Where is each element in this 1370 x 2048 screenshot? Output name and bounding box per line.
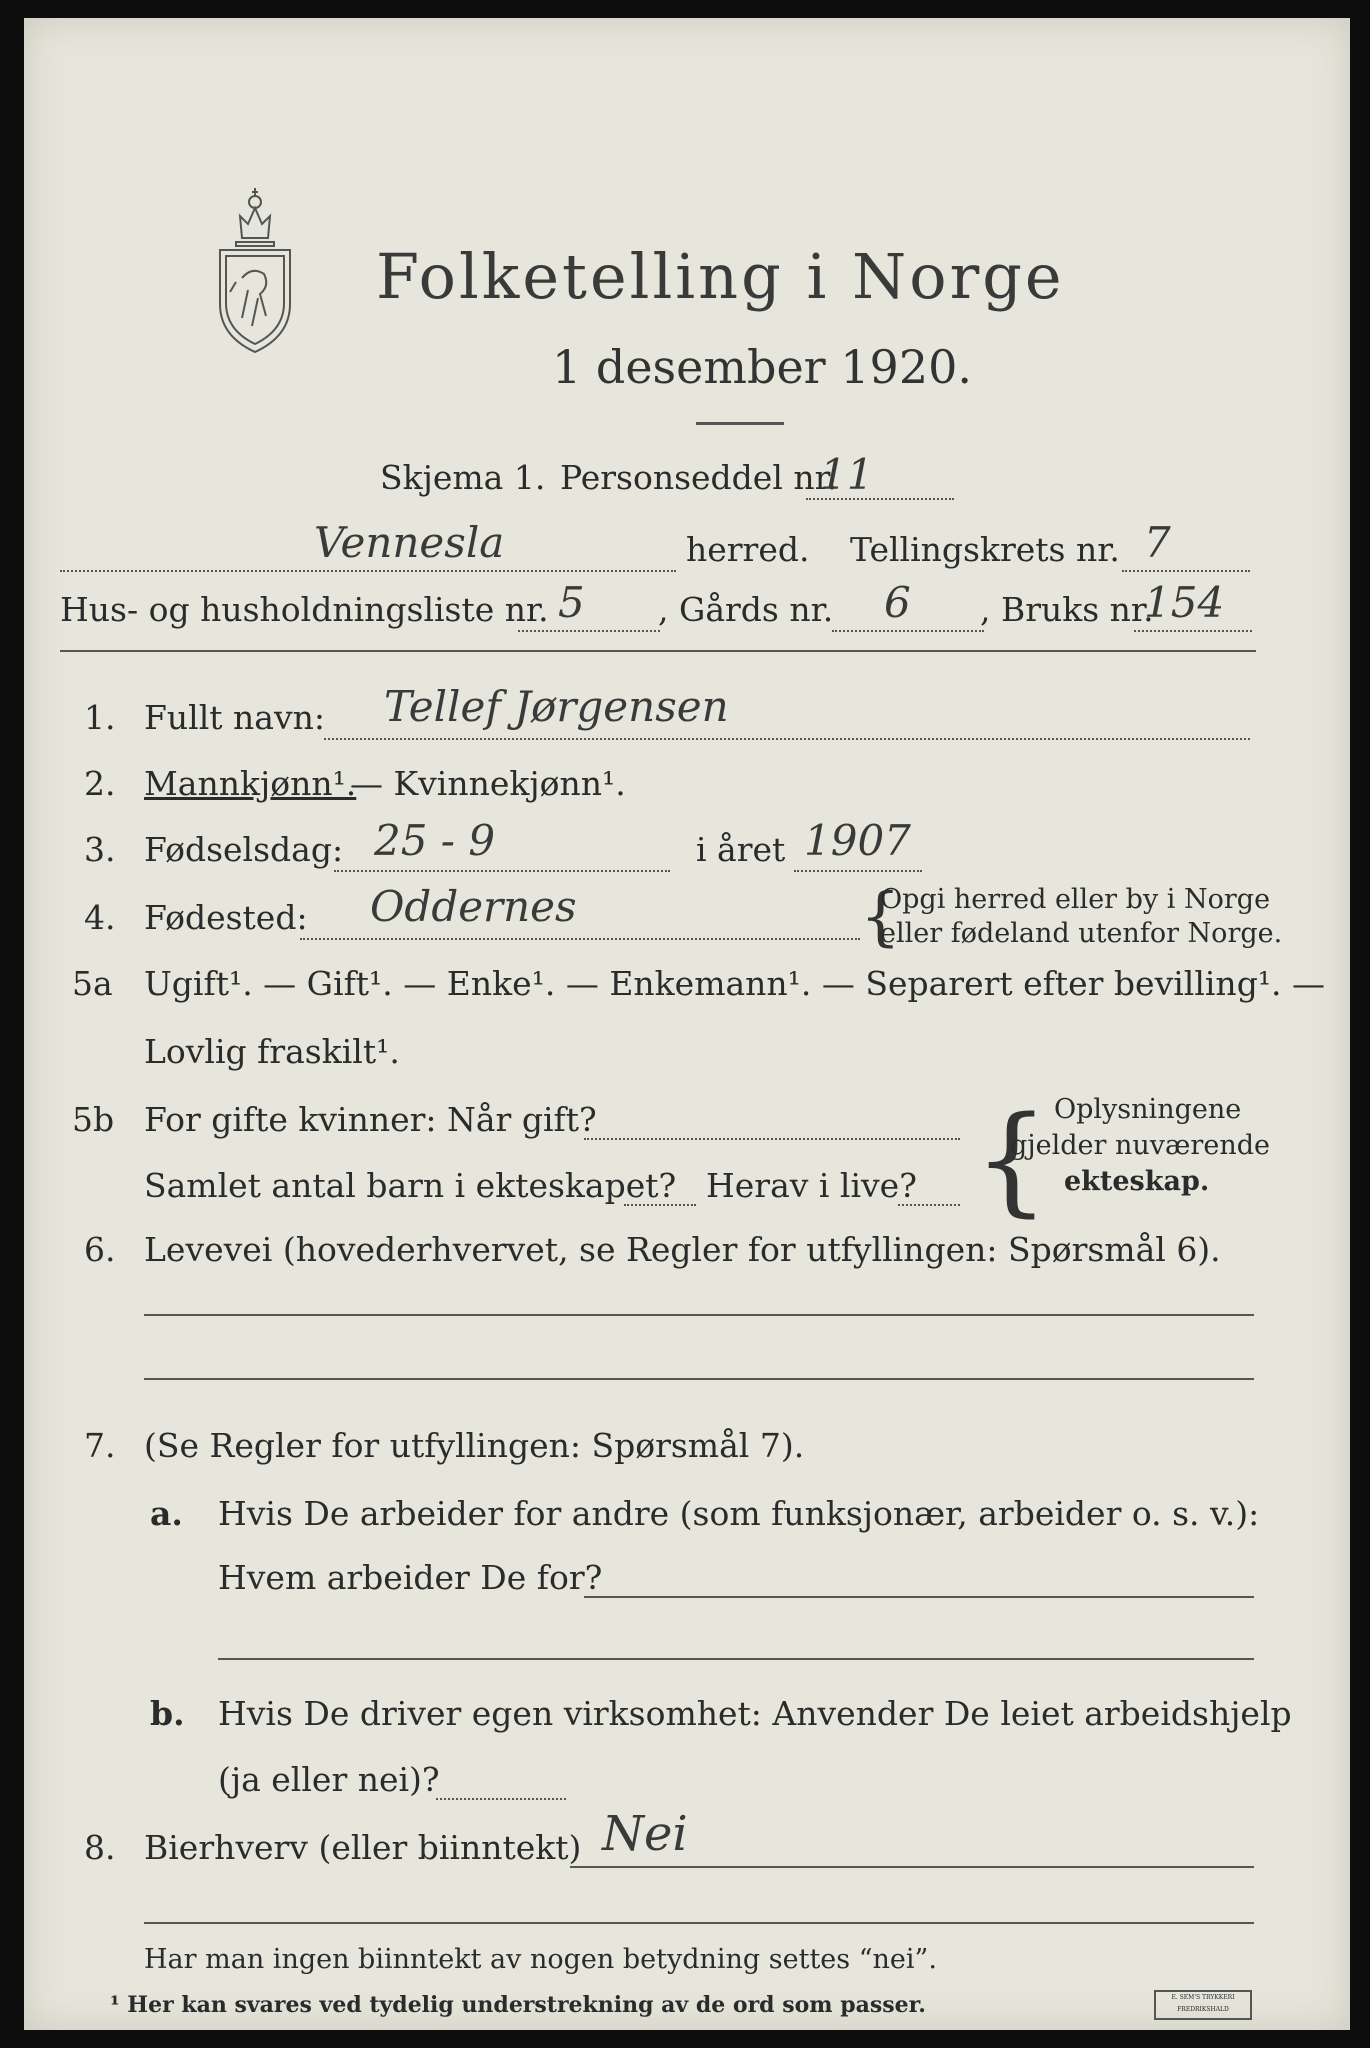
side-income-value: Nei bbox=[602, 1806, 688, 1862]
form-label: Skjema 1. bbox=[380, 458, 546, 497]
q5b-note-2: gjelder nuværende bbox=[1010, 1130, 1270, 1161]
tellingskrets-value: 7 bbox=[1144, 518, 1171, 567]
header-rule bbox=[60, 650, 1256, 652]
q7a-text: Hvis De arbeider for andre (som funksjonær, arbeider o. s. v.): bbox=[218, 1494, 1260, 1533]
birthplace-note-2: eller fødeland utenfor Norge. bbox=[880, 918, 1283, 949]
personseddel-value: 11 bbox=[820, 450, 874, 499]
q5b-label: For gifte kvinner: Når gift? bbox=[144, 1100, 597, 1139]
husliste-label: Hus- og husholdningsliste nr. bbox=[60, 590, 549, 629]
herred-value: Vennesla bbox=[314, 518, 505, 567]
birthplace-value: Oddernes bbox=[370, 882, 577, 931]
bruks-value: 154 bbox=[1144, 578, 1225, 627]
herred-label: herred. bbox=[686, 530, 810, 569]
birthplace-note-1: Opgi herred eller by i Norge bbox=[880, 884, 1271, 915]
gards-label: , Gårds nr. bbox=[658, 590, 834, 629]
personseddel-label: Personseddel nr. bbox=[560, 458, 838, 497]
q1-label: Fullt navn: bbox=[144, 698, 325, 737]
q5b-note-1: Oplysningene bbox=[1054, 1094, 1242, 1125]
gards-value: 6 bbox=[884, 578, 911, 627]
bruks-label: , Bruks nr. bbox=[980, 590, 1154, 629]
q4-label: Fødested: bbox=[144, 898, 308, 937]
q2-female: — Kvinnekjønn¹. bbox=[350, 764, 626, 803]
q7b-text-2: (ja eller nei)? bbox=[218, 1760, 440, 1799]
note-text: Har man ingen biinntekt av nogen betydning settes “nei”. bbox=[144, 1944, 937, 1975]
footnote: ¹ Her kan svares ved tydelig understrekning av de ord som passer. bbox=[110, 1992, 926, 2018]
q5b-note-3: ekteskap. bbox=[1064, 1166, 1210, 1197]
q8-label: Bierhverv (eller biinntekt) bbox=[144, 1828, 582, 1867]
printer-stamp: E. SEM'S TRYKKERI FREDRIKSHALD bbox=[1154, 1990, 1252, 2020]
q7b-text: Hvis De driver egen virksomhet: Anvender De leiet arbeidshjelp bbox=[218, 1694, 1292, 1733]
q3-year-label: i året bbox=[696, 830, 786, 869]
census-date: 1 desember 1920. bbox=[552, 340, 972, 394]
q6-line-1 bbox=[144, 1314, 1254, 1316]
q6-text: Levevei (hovederhvervet, se Regler for utfyllingen: Spørsmål 6). bbox=[144, 1230, 1221, 1269]
q5b-label-3: Herav i live? bbox=[706, 1166, 917, 1205]
q2-male-underlined: Mannkjønn¹. bbox=[144, 764, 357, 803]
birthyear-value: 1907 bbox=[804, 816, 911, 865]
full-name-value: Tellef Jørgensen bbox=[384, 682, 729, 731]
husliste-value: 5 bbox=[558, 578, 585, 627]
birthdate-value: 25 - 9 bbox=[374, 816, 496, 865]
q7-text: (Se Regler for utfyllingen: Spørsmål 7). bbox=[144, 1426, 805, 1465]
tellingskrets-label: Tellingskrets nr. bbox=[850, 530, 1120, 569]
census-form-sheet: Folketelling i Norge 1 desember 1920. Skjema 1. Personseddel nr. 11 Vennesla herred. Tellingskrets nr. 7 Hus- og husholdningsliste nr. 5 , Gårds nr. 6 , Bruks nr. 154 1. Fullt navn: Tellef Jørgensen 2. Mannkjønn¹. — Kvinnekjønn¹. 3. Fødselsdag: 25 - 9 i året 1907 4. Fødested: Oddernes { Opgi herred eller by i Norge eller fødeland utenfor Norge. 5a Ugift¹. — Gift¹. — Enke¹. — Enkemann¹. — Separert efter bevilling¹. — Lovlig fraskilt¹. 5b For gifte kvinner: Når gift? Samlet antal barn i ekteskapet? Herav i live? { Oplysningene gjelder nuværende ekteskap. 6. Levevei (hovederhvervet, se Regler for utfyllingen: Spørsmål 6). 7. (Se Regler for utfyllingen: Spørsmål 7). a. Hvis De arbeider for andre (som funksjonær, arbeider o. s. v.): Hvem arbeider De for? b. Hvis De driver egen virksomhet: Anvender De leiet arbeidshjelp (ja eller nei)? 8. Bierhverv (eller biinntekt) Nei Har man ingen biinntekt av nogen betydning settes “nei”. ¹ Her kan svares ved tydelig understrekning av de ord som passer. E. SEM'S TRYKKERI FREDRIKSHALD bbox=[24, 18, 1350, 2030]
title-divider bbox=[696, 422, 784, 425]
marital-status-options: Ugift¹. — Gift¹. — Enke¹. — Enkemann¹. — Separert efter bevilling¹. — bbox=[144, 964, 1326, 1003]
form-title: Folketelling i Norge bbox=[376, 240, 1065, 313]
q6-line-2 bbox=[144, 1378, 1254, 1380]
q3-label: Fødselsdag: bbox=[144, 830, 344, 869]
q5b-label-2: Samlet antal barn i ekteskapet? bbox=[144, 1166, 677, 1205]
marital-status-options-2: Lovlig fraskilt¹. bbox=[144, 1032, 400, 1071]
coat-of-arms-icon bbox=[212, 186, 298, 356]
q7a-text-2: Hvem arbeider De for? bbox=[218, 1558, 603, 1597]
